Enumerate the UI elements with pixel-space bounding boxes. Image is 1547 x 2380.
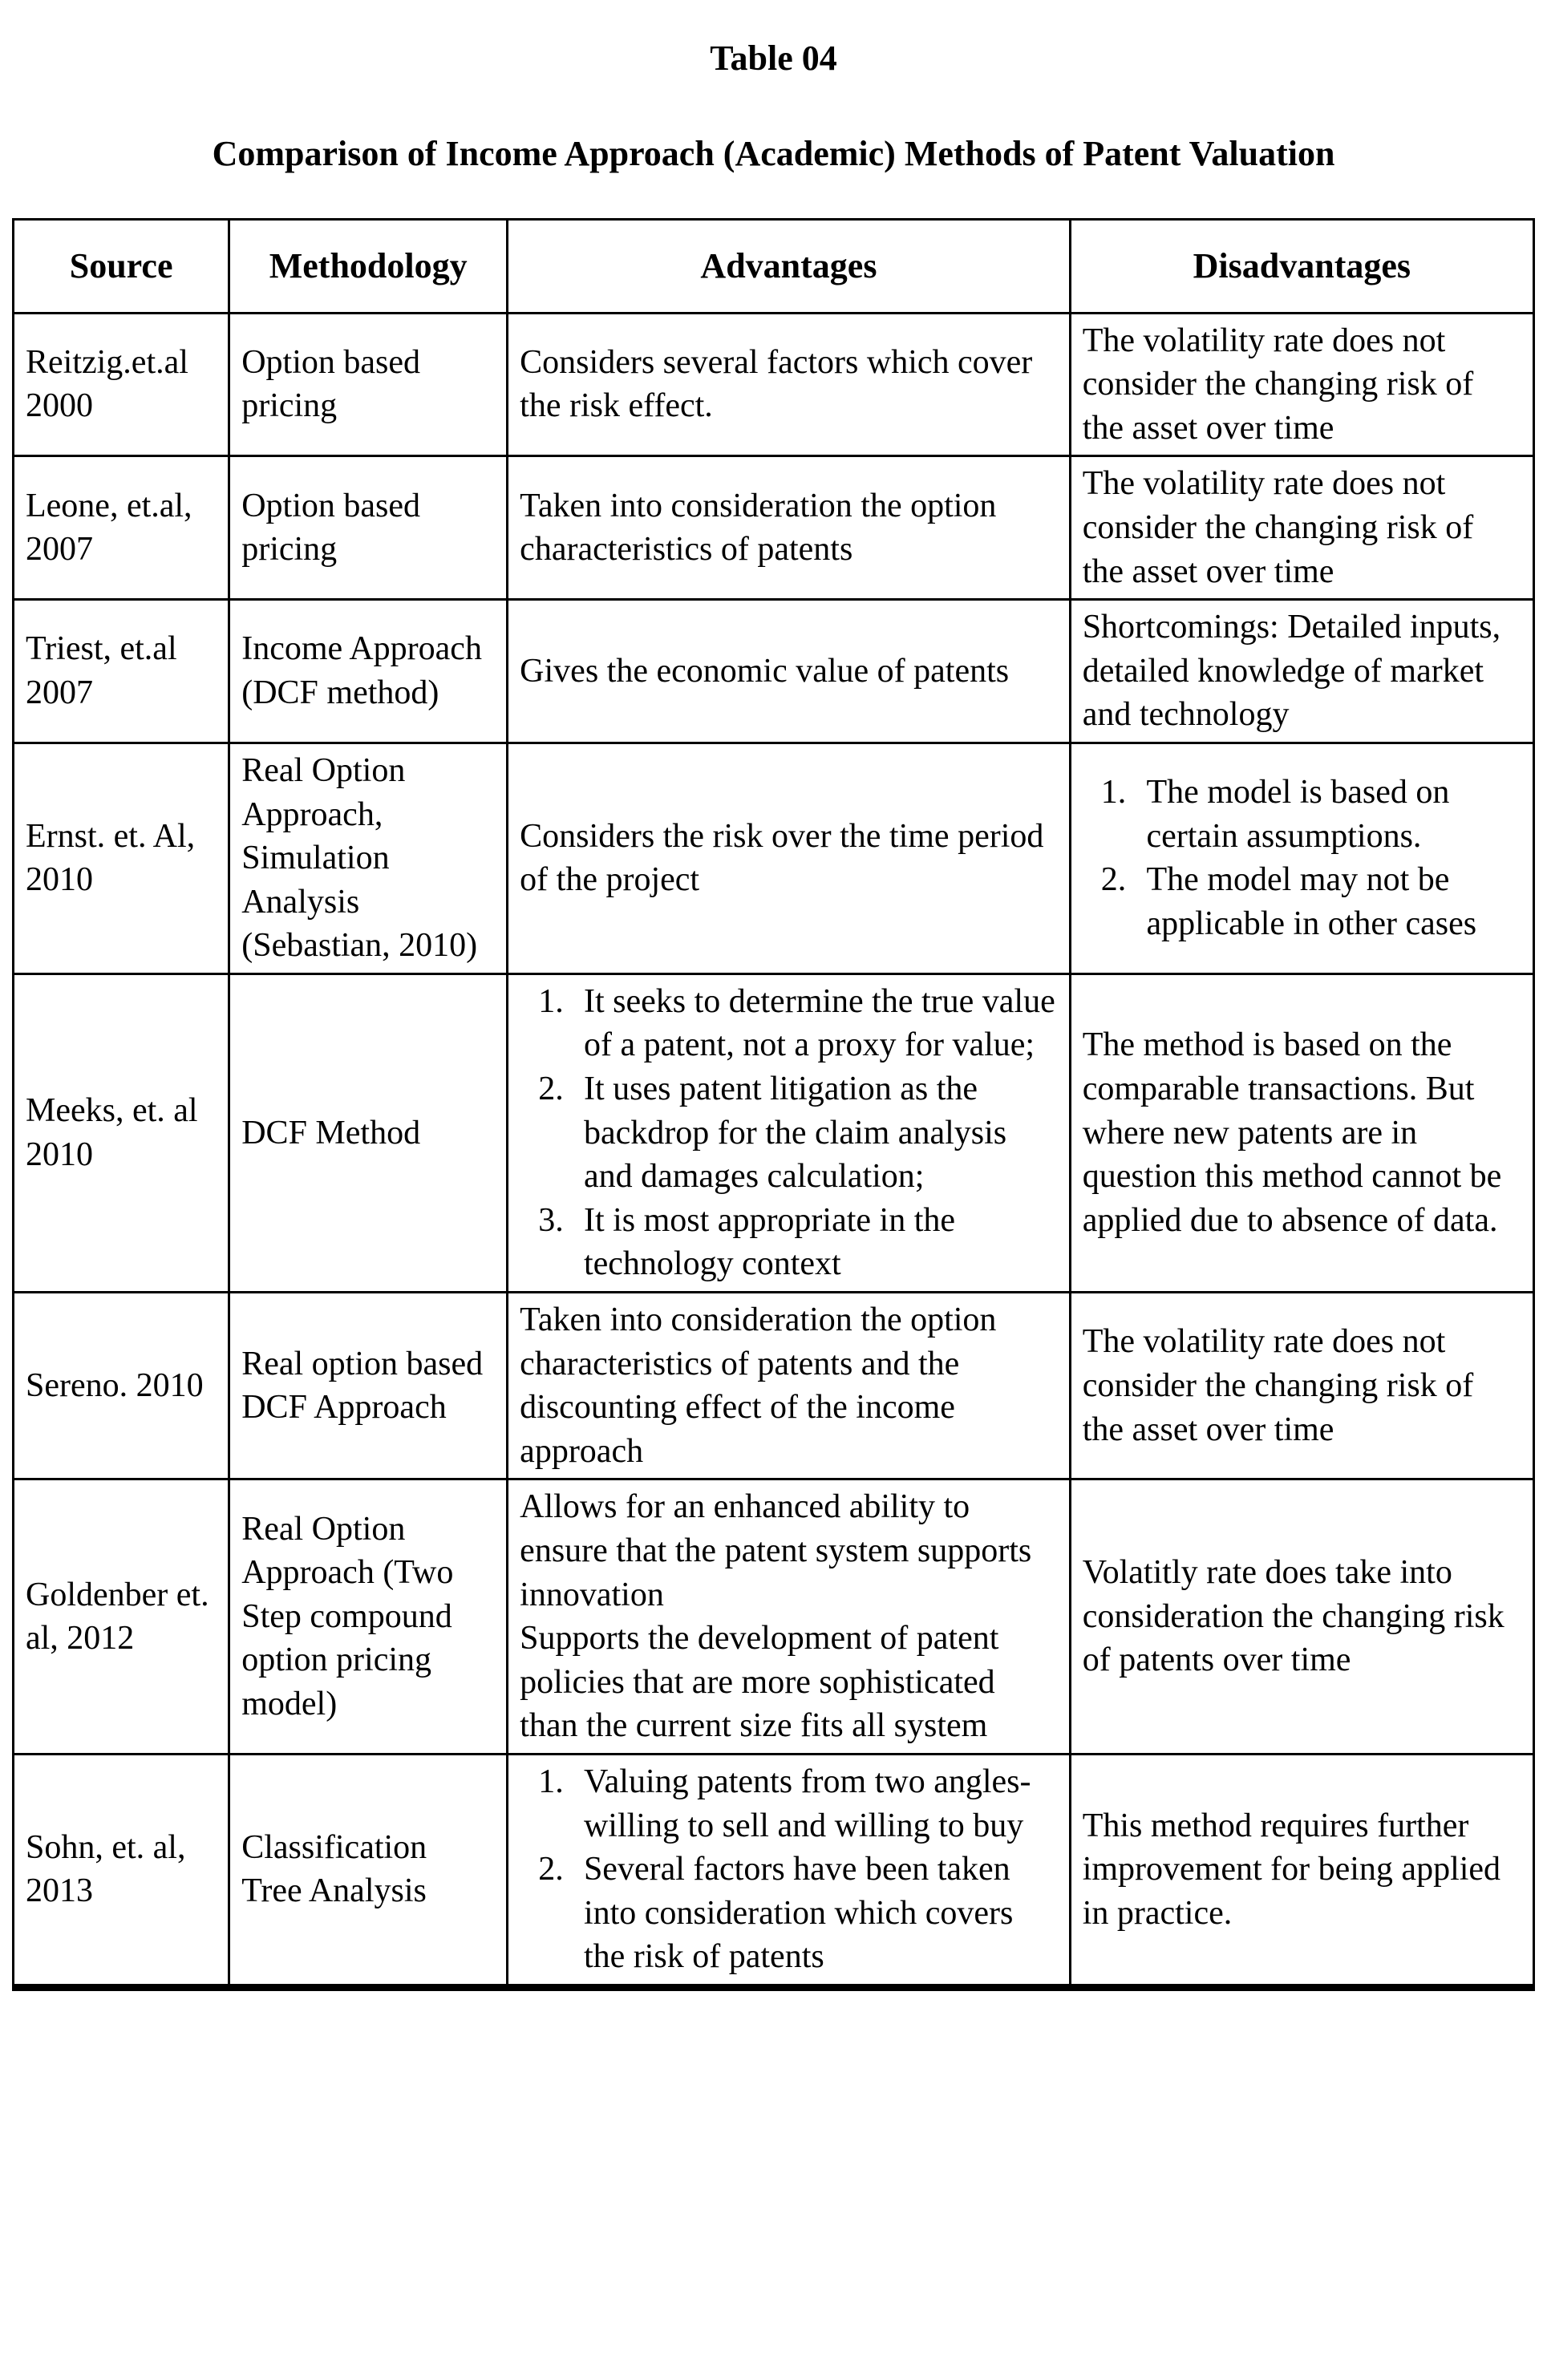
- source-cell: [14, 743, 229, 973]
- source-cell: [14, 600, 229, 743]
- table-row: [14, 1479, 1534, 1755]
- advantages-cell: [508, 456, 1071, 600]
- cell-text: The method is based on the comparable transactions. But where new patents are in question this method cannot be applied due to absence of data.: [1082, 1026, 1502, 1239]
- patent-valuation-comparison-table: [12, 218, 1535, 1991]
- advantages-cell: [508, 313, 1071, 456]
- cell-text: DCF Method: [241, 1114, 421, 1152]
- table-row: [14, 1754, 1534, 1987]
- disadvantages-cell: [1070, 1293, 1533, 1479]
- cell-text: Real option based DCF Approach: [241, 1345, 484, 1427]
- cell-list-item: 2. It uses patent litigation as the backdrop for the claim analysis and damages calculation;: [572, 1067, 1057, 1199]
- methodology-cell: [229, 456, 508, 600]
- header-row: [14, 220, 1534, 313]
- table-number-heading: Table 04: [710, 38, 837, 78]
- cell-text: Real Option Approach, Simulation Analysis (Sebastian, 2010): [241, 751, 478, 965]
- cell-text: Goldenber et. al, 2012: [26, 1576, 209, 1658]
- cell-text: Sohn, et. al, 2013: [26, 1828, 186, 1910]
- disadvantages-cell: [1070, 973, 1533, 1292]
- table-row: [14, 313, 1534, 456]
- cell-text: The volatility rate does not consider the changing risk of the asset over time: [1082, 322, 1474, 447]
- methodology-cell: [229, 1479, 508, 1755]
- table-row: [14, 600, 1534, 743]
- header-disadvantages: Disadvantages: [1070, 220, 1533, 313]
- cell-text: Volatitly rate does take into consideration the changing risk of patents over time: [1082, 1554, 1504, 1679]
- cell-text: Sereno. 2010: [26, 1366, 204, 1404]
- header-source: Source: [14, 220, 229, 313]
- cell-list-item: 1. Valuing patents from two angles-willing to sell and willing to buy: [572, 1760, 1057, 1848]
- cell-text: Gives the economic value of patents: [520, 652, 1010, 690]
- advantages-cell: [508, 1754, 1071, 1987]
- cell-text: Real Option Approach (Two Step compound option pricing model): [241, 1510, 454, 1723]
- cell-text: Considers several factors which cover the risk effect.: [520, 343, 1033, 425]
- cell-text: Taken into consideration the option characteristics of patents: [520, 487, 997, 569]
- cell-text: Classification Tree Analysis: [241, 1828, 427, 1910]
- cell-text: This method requires further improvement for being applied in practice.: [1082, 1807, 1501, 1932]
- table-body: [14, 313, 1534, 1987]
- methodology-cell: [229, 743, 508, 973]
- cell-paragraph: Supports the development of patent policies that are more sophisticated than the current size fits all system: [520, 1620, 999, 1745]
- cell-text: Taken into consideration the option characteristics of patents and the discounting effect of the income approach: [520, 1301, 997, 1470]
- cell-list-item: 1. It seeks to determine the true value of a patent, not a proxy for value;: [572, 980, 1057, 1067]
- header-advantages: Advantages: [508, 220, 1071, 313]
- source-cell: [14, 1479, 229, 1755]
- table-row: [14, 973, 1534, 1292]
- cell-text: The volatility rate does not consider the changing risk of the asset over time: [1082, 1323, 1474, 1448]
- table-row: [14, 1293, 1534, 1479]
- table-row: [14, 456, 1534, 600]
- advantages-cell: [508, 1293, 1071, 1479]
- methodology-cell: [229, 600, 508, 743]
- cell-text: Option based pricing: [241, 487, 421, 569]
- disadvantages-cell: [1070, 743, 1533, 973]
- disadvantages-cell: [1070, 1479, 1533, 1755]
- cell-list-item: 3. It is most appropriate in the technology context: [572, 1199, 1057, 1286]
- disadvantages-cell: [1070, 313, 1533, 456]
- table-row: [14, 743, 1534, 973]
- cell-text: Reitzig.et.al 2000: [26, 343, 188, 425]
- cell-text: Triest, et.al 2007: [26, 630, 177, 712]
- source-cell: [14, 973, 229, 1292]
- cell-list-item: 1. The model is based on certain assumptions.: [1135, 771, 1521, 858]
- cell-text: Leone, et.al, 2007: [26, 487, 192, 569]
- cell-numbered-list: [1083, 771, 1521, 945]
- methodology-cell: [229, 1293, 508, 1479]
- cell-text: Shortcomings: Detailed inputs, detailed knowledge of market and technology: [1082, 609, 1501, 734]
- methodology-cell: [229, 973, 508, 1292]
- cell-text: Considers the risk over the time period of the project: [520, 817, 1044, 899]
- advantages-cell: [508, 973, 1071, 1292]
- disadvantages-cell: [1070, 1754, 1533, 1987]
- cell-text: Meeks, et. al 2010: [26, 1092, 198, 1173]
- cell-list-item: 2. The model may not be applicable in other cases: [1135, 858, 1521, 945]
- disadvantages-cell: [1070, 456, 1533, 600]
- cell-paragraph: Allows for an enhanced ability to ensure that the patent system supports innovation: [520, 1488, 1032, 1613]
- source-cell: [14, 1754, 229, 1987]
- advantages-cell: [508, 600, 1071, 743]
- cell-list-item: 2. Several factors have been taken into consideration which covers the risk of patents: [572, 1848, 1057, 1979]
- cell-text: The volatility rate does not consider the changing risk of the asset over time: [1082, 465, 1474, 590]
- cell-text: Option based pricing: [241, 343, 421, 425]
- disadvantages-cell: [1070, 600, 1533, 743]
- source-cell: [14, 1293, 229, 1479]
- methodology-cell: [229, 313, 508, 456]
- advantages-cell: [508, 1479, 1071, 1755]
- cell-numbered-list: [520, 1760, 1058, 1979]
- cell-numbered-list: [520, 980, 1058, 1286]
- cell-text: Income Approach (DCF method): [241, 630, 482, 712]
- table-title-heading: Comparison of Income Approach (Academic) Methods of Patent Valuation: [212, 134, 1335, 174]
- advantages-cell: [508, 743, 1071, 973]
- source-cell: [14, 456, 229, 600]
- cell-text: Ernst. et. Al, 2010: [26, 817, 196, 899]
- methodology-cell: [229, 1754, 508, 1987]
- header-methodology: Methodology: [229, 220, 508, 313]
- source-cell: [14, 313, 229, 456]
